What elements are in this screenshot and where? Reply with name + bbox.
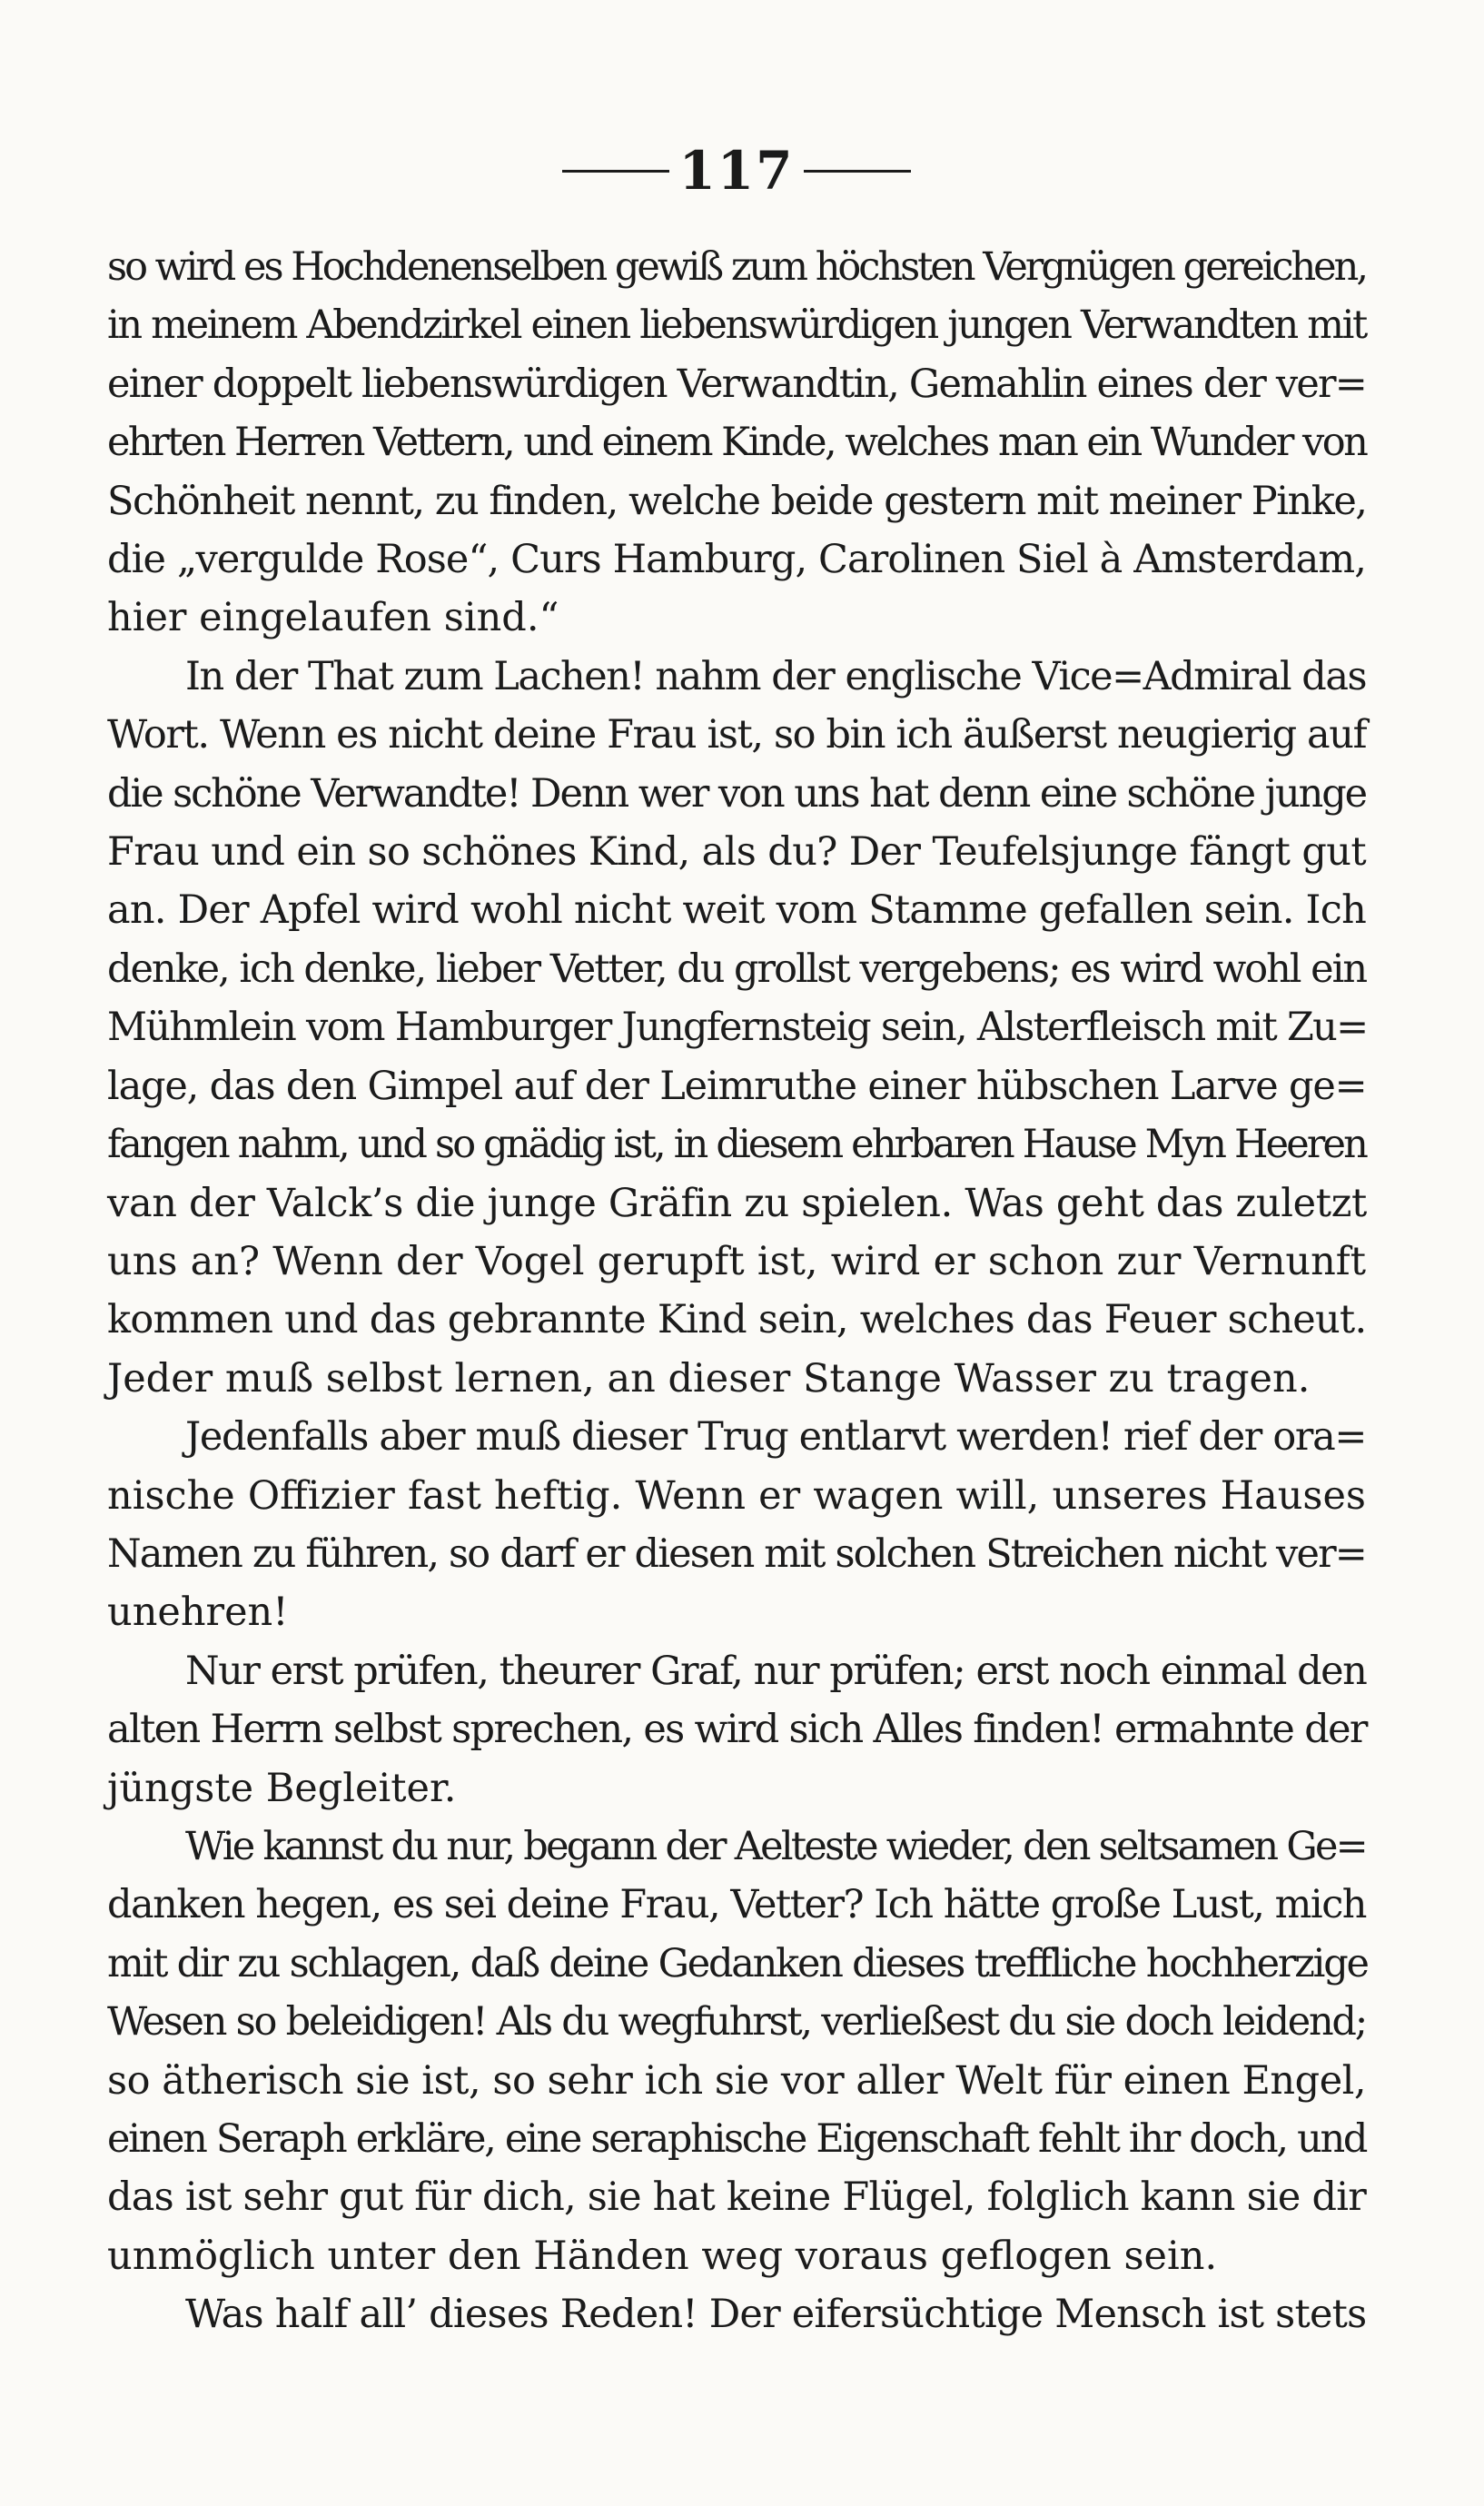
paragraph [107, 1818, 1366, 2285]
paragraph [107, 2285, 1366, 2343]
text-line: Jedenfalls aber muß dieser Trug entlarvt werden! rief der ora= [185, 1414, 1367, 1461]
header-rule-right [804, 170, 911, 173]
text-line: einer doppelt liebenswürdigen Verwandtin, Gemahlin eines der ver= [107, 361, 1366, 407]
text-line: die „vergulde Rose“, Curs Hamburg, Carolinen Siel à Amsterdam, [107, 537, 1366, 583]
text-line: Wie kannst du nur, begann der Aelteste wieder, den seltsamen Ge= [185, 1823, 1366, 1869]
text-line: hier eingelaufen sind.“ [107, 595, 559, 641]
text-line: ehrten Herren Vettern, und einem Kinde, welches man ein Wunder von [107, 420, 1367, 466]
text-line: unmöglich unter den Händen weg voraus geflogen sein. [107, 2233, 1218, 2279]
text-line: danken hegen, es sei deine Frau, Vetter? Ich hätte große Lust, mich [107, 1882, 1366, 1928]
paragraph [107, 1408, 1366, 1642]
text-line: fangen nahm, und so gnädig ist, in diesem ehrbaren Hause Myn Heeren [107, 1122, 1366, 1168]
text-line: nische Offizier fast heftig. Wenn er wagen will, unseres Hauses [107, 1472, 1366, 1519]
text-line: kommen und das gebrannte Kind sein, welches das Feuer scheut. [107, 1297, 1367, 1343]
text-line: in meinem Abendzirkel einen liebenswürdigen jungen Verwandten mit [107, 302, 1366, 349]
text-line: das ist sehr gut für dich, sie hat keine Flügel, folglich kann sie dir [107, 2174, 1366, 2221]
text-line: Jeder muß selbst lernen, an dieser Stange Wasser zu tragen. [107, 1355, 1311, 1402]
body-text [107, 238, 1366, 2344]
text-line: jüngste Begleiter. [107, 1765, 457, 1811]
text-line: so ätherisch sie ist, so sehr ich sie vor aller Welt für einen Engel, [107, 2057, 1367, 2104]
text-line: Was half all’ dieses Reden! Der eifersüchtige Mensch ist stets [185, 2292, 1367, 2338]
header-rule-left [562, 170, 669, 173]
text-line: van der Valck’s die junge Gräfin zu spielen. Was geht das zuletzt [107, 1180, 1367, 1226]
text-line: denke, ich denke, lieber Vetter, du grollst vergebens; es wird wohl ein [107, 946, 1366, 992]
text-line: Wort. Wenn es nicht deine Frau ist, so bin ich äußerst neugierig auf [107, 712, 1367, 758]
text-line: Mühmlein vom Hamburger Jungfernsteig sein, Alsterfleisch mit Zu= [107, 1005, 1368, 1051]
text-line: Namen zu führen, so darf er diesen mit solchen Streichen nicht ver= [107, 1530, 1366, 1577]
text-line: Wesen so beleidigen! Als du wegfuhrst, verließest du sie doch leidend; [107, 1999, 1366, 2045]
text-line: Frau und ein so schönes Kind, als du? Der Teufelsjunge fängt gut [107, 829, 1366, 876]
paragraph [107, 238, 1366, 648]
text-line: uns an? Wenn der Vogel gerupft ist, wird er schon zur Vernunft [107, 1238, 1366, 1284]
paragraph [107, 1642, 1366, 1818]
text-line: an. Der Apfel wird wohl nicht weit vom Stamme gefallen sein. Ich [107, 887, 1366, 934]
text-line: so wird es Hochdenenselben gewiß zum höchsten Vergnügen gereichen, [107, 244, 1366, 290]
text-line: lage, das den Gimpel auf der Leimruthe einer hübschen Larve ge= [107, 1063, 1367, 1109]
page-header [107, 134, 1366, 207]
text-line: unehren! [107, 1590, 289, 1636]
paragraph [107, 648, 1366, 1408]
text-line: Nur erst prüfen, theurer Graf, nur prüfen; erst noch einmal den [185, 1648, 1367, 1694]
text-line: In der That zum Lachen! nahm der englische Vice=Admiral das [185, 653, 1366, 699]
page-number: 117 [678, 140, 795, 202]
text-line: die schöne Verwandte! Denn wer von uns hat denn eine schöne junge [107, 770, 1367, 817]
text-line: mit dir zu schlagen, daß deine Gedanken dieses treffliche hochherzige [107, 1940, 1368, 1986]
text-line: alten Herrn selbst sprechen, es wird sich Alles finden! ermahnte der [107, 1707, 1367, 1753]
text-line: einen Seraph erkläre, eine seraphische Eigenschaft fehlt ihr doch, und [107, 2116, 1367, 2162]
text-line: Schönheit nennt, zu finden, welche beide gestern mit meiner Pinke, [107, 478, 1367, 524]
